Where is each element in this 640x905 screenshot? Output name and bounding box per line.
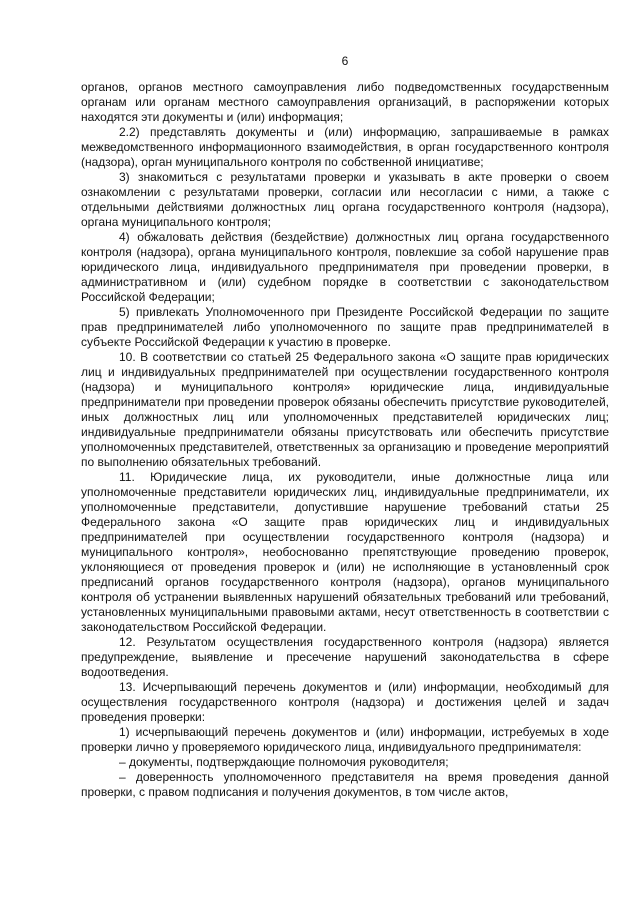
list-item-dash-2: – доверенность уполномоченного представителя на время проведения данной проверки, с правом подписания и получения документов, в том числе актов,: [81, 770, 609, 799]
list-item-dash-1: – документы, подтверждающие полномочия руководителя;: [119, 755, 449, 769]
page-number: 6: [341, 54, 349, 68]
paragraph-section-12: 12. Результатом осуществления государственного контроля (надзора) является предупреждение, выявление и пресечение нарушений законодательства в сфере водоотведения.: [81, 635, 609, 679]
paragraph-section-11: 11. Юридические лица, их руководители, иные должностные лица или уполномоченные представители юридических лиц, индивидуальные предприниматели, их уполномоченные представители, допустившие нарушение требований статьи 25 Федерального закона «О защите прав юридических лиц и индивидуальных предпринимателей при осуществлении государственного контроля (надзора) и муниципального контроля», необоснованно препятствующие проведению проверок, уклоняющиеся от проведения проверок и (или) не исполняющие в установленный срок предписаний органов государственного контроля (надзора), органов муниципального контроля об устранении выявленных нарушений обязательных требований или требований, установленных муниципальными правовыми актами, несут ответственность в соответствии с законодательством Российской Федерации.: [81, 470, 609, 634]
paragraph-item-3: 3) знакомиться с результатами проверки и указывать в акте проверки о своем ознакомлении с результатами проверки, согласии или несогласии с ними, а также с отдельными действиями должностных лиц органа государственного контроля (надзора), органа муниципального контроля;: [81, 170, 609, 229]
paragraph-section-13-item-1: 1) исчерпывающий перечень документов и (или) информации, истребуемых в ходе проверки лично у проверяемого юридического лица, индивидуального предпринимателя:: [81, 725, 609, 754]
paragraph-continuation: органов, органов местного самоуправления либо подведомственных государственным органам или органам местного самоуправления организаций, в распоряжении которых находятся эти документы и (или) информация;: [81, 80, 609, 124]
paragraph-item-2-2: 2.2) представлять документы и (или) информацию, запрашиваемые в рамках межведомственного информационного взаимодействия, в орган государственного контроля (надзора), орган муниципального контроля по собственной инициативе;: [81, 125, 609, 169]
document-body: [81, 80, 609, 800]
paragraph-item-5: 5) привлекать Уполномоченного при Президенте Российской Федерации по защите прав предпринимателей либо уполномоченного по защите прав предпринимателей в субъекте Российской Федерации к участию в проверке.: [81, 305, 609, 349]
paragraph-item-4: 4) обжаловать действия (бездействие) должностных лиц органа государственного контроля (надзора), органа муниципального контроля, повлекшие за собой нарушение прав юридического лица, индивидуального предпринимателя при проведении проверки, в административном и (или) судебном порядке в соответствии с законодательством Российской Федерации;: [81, 230, 609, 304]
paragraph-section-10: 10. В соответствии со статьей 25 Федерального закона «О защите прав юридических лиц и индивидуальных предпринимателей при осуществлении государственного контроля (надзора) и муниципального контроля» юридические лица, индивидуальные предприниматели при проведении проверок обязаны обеспечить присутствие руководителей, иных должностных лиц или уполномоченных представителей юридических лиц; индивидуальные предприниматели обязаны присутствовать или обеспечить присутствие уполномоченных представителей, ответственных за организацию и проведение мероприятий по выполнению обязательных требований.: [81, 350, 609, 469]
paragraph-section-13: 13. Исчерпывающий перечень документов и (или) информации, необходимый для осуществления государственного контроля (надзора) и достижения целей и задач проведения проверки:: [81, 680, 609, 724]
